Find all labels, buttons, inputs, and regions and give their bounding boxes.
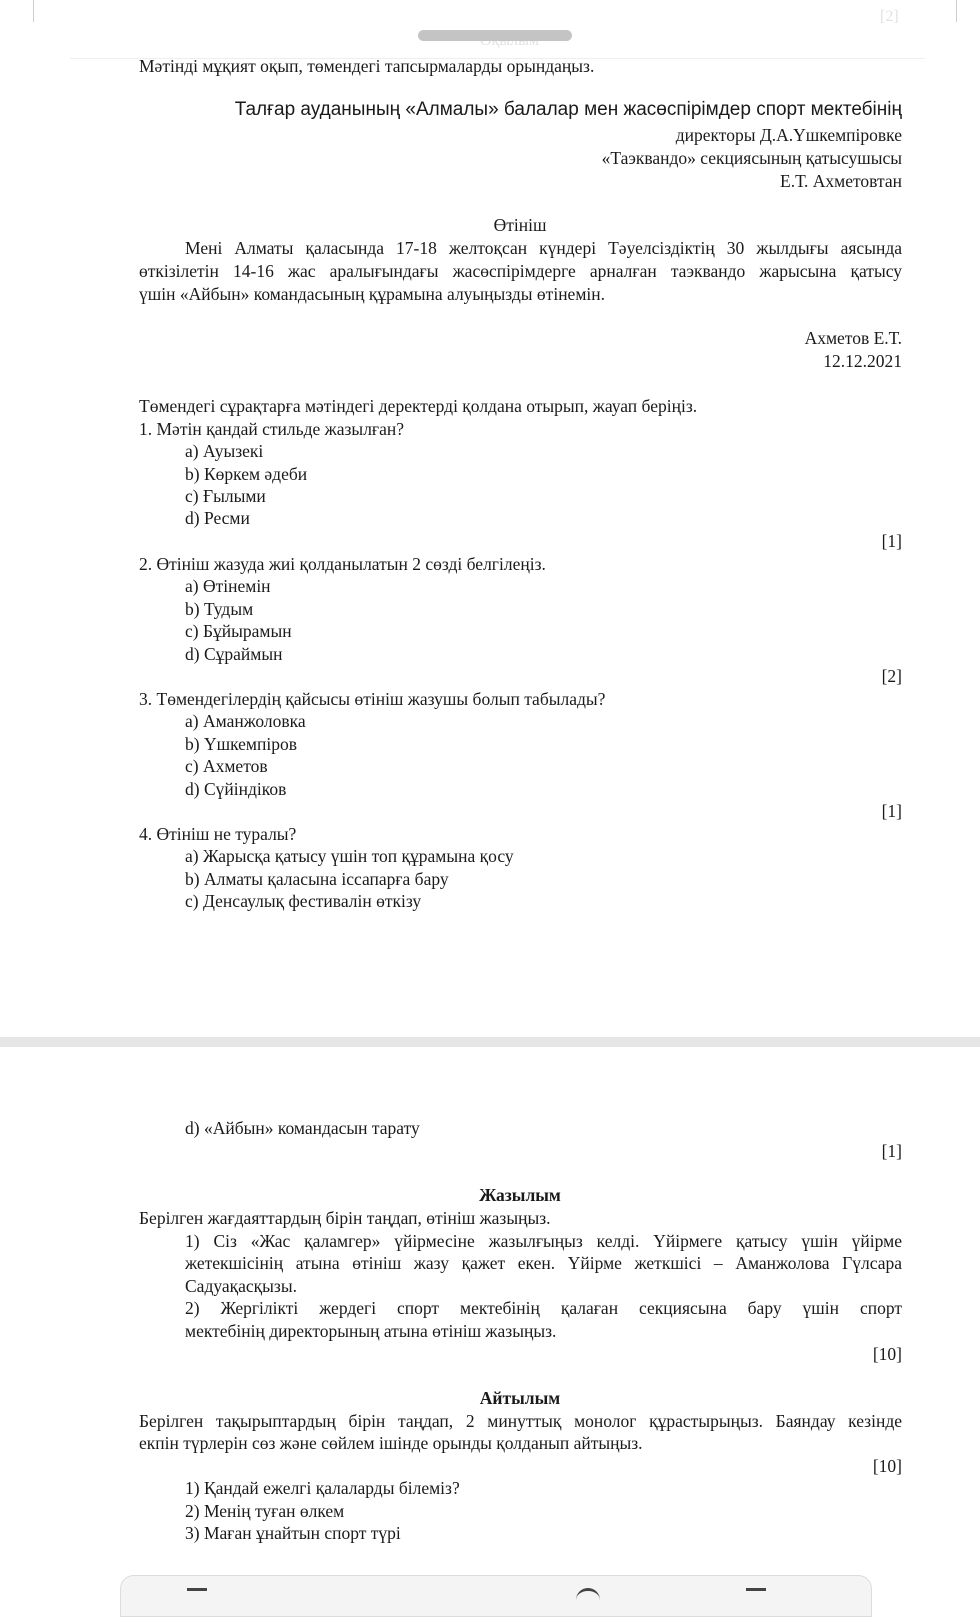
writing-item-2-line-2: мектебінің директорының атына өтініш жазыңыз. xyxy=(185,1321,557,1341)
question-4-option-b[interactable]: b) Алматы қаласына іссапарға бару xyxy=(185,869,449,889)
question-1-score: [1] xyxy=(881,531,902,551)
question-3-option-a[interactable]: a) Аманжоловка xyxy=(185,711,306,731)
question-2-option-b[interactable]: b) Тудым xyxy=(185,599,254,619)
question-2-option-a[interactable]: a) Өтінемін xyxy=(185,576,271,596)
scroll-indicator[interactable] xyxy=(418,30,572,41)
addressee-line-2: директоры Д.А.Үшкемпіровке xyxy=(675,125,902,145)
question-3-option-b[interactable]: b) Үшкемпіров xyxy=(185,734,297,754)
speaking-topic-3: 3) Маған ұнайтын спорт түрі xyxy=(185,1523,401,1543)
writing-item-1-line-2: жетекшісінің атына өтініш жазу қажет екен. Үйірме жеткшісі – Аманжолова Гүлсара xyxy=(185,1253,902,1273)
share-icon[interactable] xyxy=(576,1588,600,1605)
question-3-option-d[interactable]: d) Сүйіндіков xyxy=(185,779,287,799)
signature-name: Ахметов Е.Т. xyxy=(804,328,902,348)
signature-date: 12.12.2021 xyxy=(823,351,902,371)
question-3-text: 3. Төмендегілердің қайсысы өтініш жазушы болып табылады? xyxy=(139,689,606,709)
question-1-option-c[interactable]: c) Ғылыми xyxy=(185,486,266,506)
page-edge-right xyxy=(956,0,957,22)
question-2-text: 2. Өтініш жазуда жиі қолданылатын 2 сөзді белгілеңіз. xyxy=(139,554,546,574)
question-3-score: [1] xyxy=(881,801,902,821)
question-1-option-a[interactable]: a) Ауызекі xyxy=(185,441,264,461)
questions-intro: Төмендегі сұрақтарға мәтіндегі деректерді қолдана отырып, жауап беріңіз. xyxy=(139,396,698,416)
instruction-text: Мәтінді мұқият оқып, төмендегі тапсырмаларды орындаңыз. xyxy=(139,56,595,76)
letter-body-line-1: Мені Алматы қаласында 17-18 желтоқсан күндері Тәуелсіздіктің 30 жылдығы аясында xyxy=(185,238,902,258)
question-4-option-c[interactable]: c) Денсаулық фестивалін өткізу xyxy=(185,891,422,911)
addressee-line-4: Е.Т. Ахметовтан xyxy=(780,171,902,191)
question-2-option-c[interactable]: c) Бұйырамын xyxy=(185,621,292,641)
letter-body-line-3: үшін «Айбын» командасының құрамына алуыңызды өтінемін. xyxy=(139,284,606,304)
document-page-2 xyxy=(0,1047,980,1600)
question-1-option-d[interactable]: d) Ресми xyxy=(185,508,250,528)
question-2-score: [2] xyxy=(881,666,902,686)
letter-body-line-2: өткізілетін 14-16 жас аралығындағы жасөспірімдерге арналған таэквандо жарысына қатысу xyxy=(139,261,902,281)
letter-title: Өтініш xyxy=(493,215,547,235)
bottom-toolbar xyxy=(120,1575,872,1617)
ghost-score: [2] xyxy=(880,8,899,25)
addressee-line-1: Талғар ауданының «Алмалы» балалар мен жасөспірімдер спорт мектебінің xyxy=(234,99,902,120)
writing-item-1-line-3: Садуақасқызы. xyxy=(185,1276,297,1296)
speaking-intro-line-1: Берілген тақырыптардың бірін таңдап, 2 минуттық монолог құрастырыңыз. Баяндау кезінде xyxy=(139,1411,902,1431)
speaking-title: Айтылым xyxy=(479,1388,561,1408)
question-4-text: 4. Өтініш не туралы? xyxy=(139,824,297,844)
question-2-option-d[interactable]: d) Сұраймын xyxy=(185,644,283,664)
writing-item-2-line-1: 2) Жергілікті жердегі спорт мектебінің қалаған секциясына бару үшін спорт xyxy=(185,1298,902,1318)
page-edge-left xyxy=(33,0,34,22)
writing-intro: Берілген жағдаяттардың бірін таңдап, өтініш жазыңыз. xyxy=(139,1208,551,1228)
speaking-topic-1: 1) Қандай ежелгі қалаларды білеміз? xyxy=(185,1478,460,1498)
question-4-option-d[interactable]: d) «Айбын» командасын тарату xyxy=(185,1118,420,1138)
writing-title: Жазылым xyxy=(479,1185,561,1205)
speaking-intro-line-2: екпін түрлерін сөз және сөйлем ішінде орынды қолданып айтыңыз. xyxy=(139,1433,643,1453)
question-4-option-a[interactable]: a) Жарысқа қатысу үшін топ құрамына қосу xyxy=(185,846,514,866)
page-separator xyxy=(0,1037,980,1047)
edit-icon[interactable] xyxy=(187,1588,207,1605)
addressee-line-3: «Таэквандо» секциясының қатысушысы xyxy=(601,148,902,168)
writing-item-1-line-1: 1) Сіз «Жас қаламгер» үйірмесіне жазылғыңыз келді. Үйірмеге қатысу үшін үйірме xyxy=(185,1231,902,1251)
question-3-option-c[interactable]: c) Ахметов xyxy=(185,756,268,776)
question-1-text: 1. Мәтін қандай стильде жазылған? xyxy=(139,419,405,439)
question-1-option-b[interactable]: b) Көркем әдеби xyxy=(185,464,308,484)
writing-score: [10] xyxy=(872,1344,902,1364)
more-icon[interactable] xyxy=(746,1588,766,1605)
speaking-score: [10] xyxy=(872,1456,902,1476)
question-4-score: [1] xyxy=(881,1141,902,1161)
speaking-topic-2: 2) Менің туған өлкем xyxy=(185,1501,345,1521)
